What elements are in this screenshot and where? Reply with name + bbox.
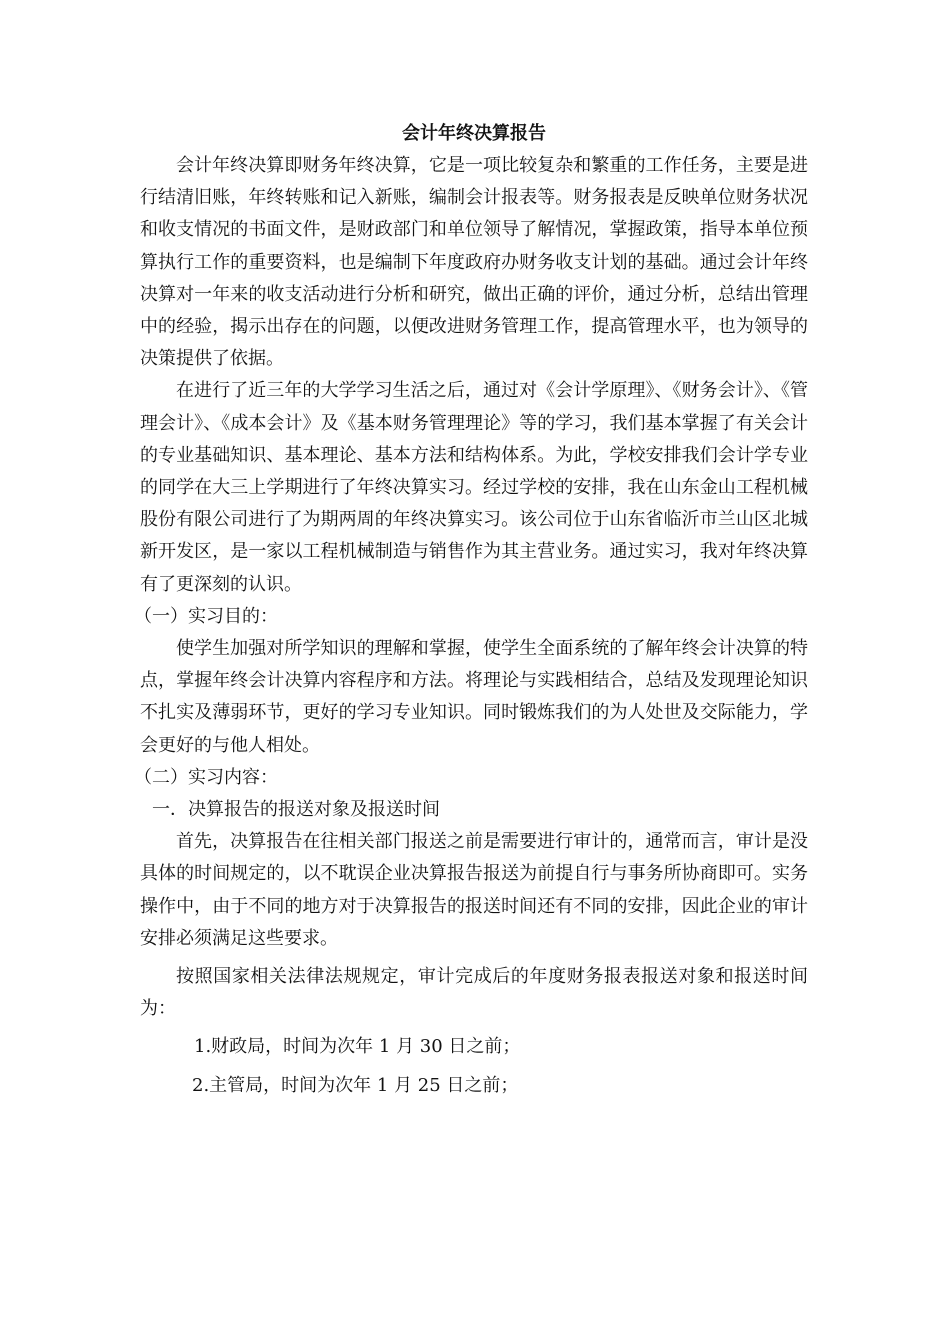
section-heading-purpose: （一）实习目的： xyxy=(134,605,278,627)
paragraph-audit: 首先，决算报告在往相关部门报送之前是需要进行审计的，通常而言，审计是没具体的时间规定的，以不耽误企业决算报告报送为前提自行与事务所协商即可。实务操作中，由于不同的地方对于决算报告的报送时间还有不同的安排，因此企业的审计安排必须满足这些要求。 xyxy=(140,831,808,949)
document-title: 会计年终决算报告 xyxy=(402,123,546,144)
subsection-heading-report-submission: 一．决算报告的报送对象及报送时间 xyxy=(152,799,440,821)
list-item-supervisor-bureau: 2.主管局，时间为次年 1 月 25 日之前； xyxy=(192,1074,519,1096)
paragraph-background: 在进行了近三年的大学学习生活之后，通过对《会计学原理》、《财务会计》、《管理会计》、《成本会计》及《基本财务管理理论》等的学习，我们基本掌握了有关会计的专业基础知识、基本理论、基本方法和结构体系。为此，学校安排我们会计学专业的同学在大三上学期进行了年终决算实习。经过学校的安排，我在山东金山工程机械股份有限公司进行了为期两周的年终决算实习。该公司位于山东省临沂市兰山区北城新开发区，是一家以工程机械制造与销售作为其主营业务。通过实习，我对年终决算有了更深刻的认识。 xyxy=(140,380,808,595)
document-body xyxy=(134,118,808,1102)
list-item-finance-bureau: 1.财政局，时间为次年 1 月 30 日之前； xyxy=(194,1036,521,1058)
paragraph-purpose: 使学生加强对所学知识的理解和掌握，使学生全面系统的了解年终会计决算的特点，掌握年终会计决算内容程序和方法。将理论与实践相结合，总结及发现理论知识不扎实及薄弱环节，更好的学习专业知识。同时锻炼我们的为人处世及交际能力，学会更好的与他人相处。 xyxy=(140,638,808,756)
section-heading-content: （二）实习内容： xyxy=(134,766,278,788)
paragraph-submission-targets: 按照国家相关法律法规规定，审计完成后的年度财务报表报送对象和报送时间为： xyxy=(140,966,808,1020)
paragraph-intro: 会计年终决算即财务年终决算，它是一项比较复杂和繁重的工作任务，主要是进行结清旧账，年终转账和记入新账，编制会计报表等。财务报表是反映单位财务状况和收支情况的书面文件，是财政部门和单位领导了解情况，掌握政策，指导本单位预算执行工作的重要资料，也是编制下年度政府办财务收支计划的基础。通过会计年终决算对一年来的收支活动进行分析和研究，做出正确的评价，通过分析，总结出管理中的经验，揭示出存在的问题，以便改进财务管理工作，提高管理水平，也为领导的决策提供了依据。 xyxy=(140,155,808,370)
